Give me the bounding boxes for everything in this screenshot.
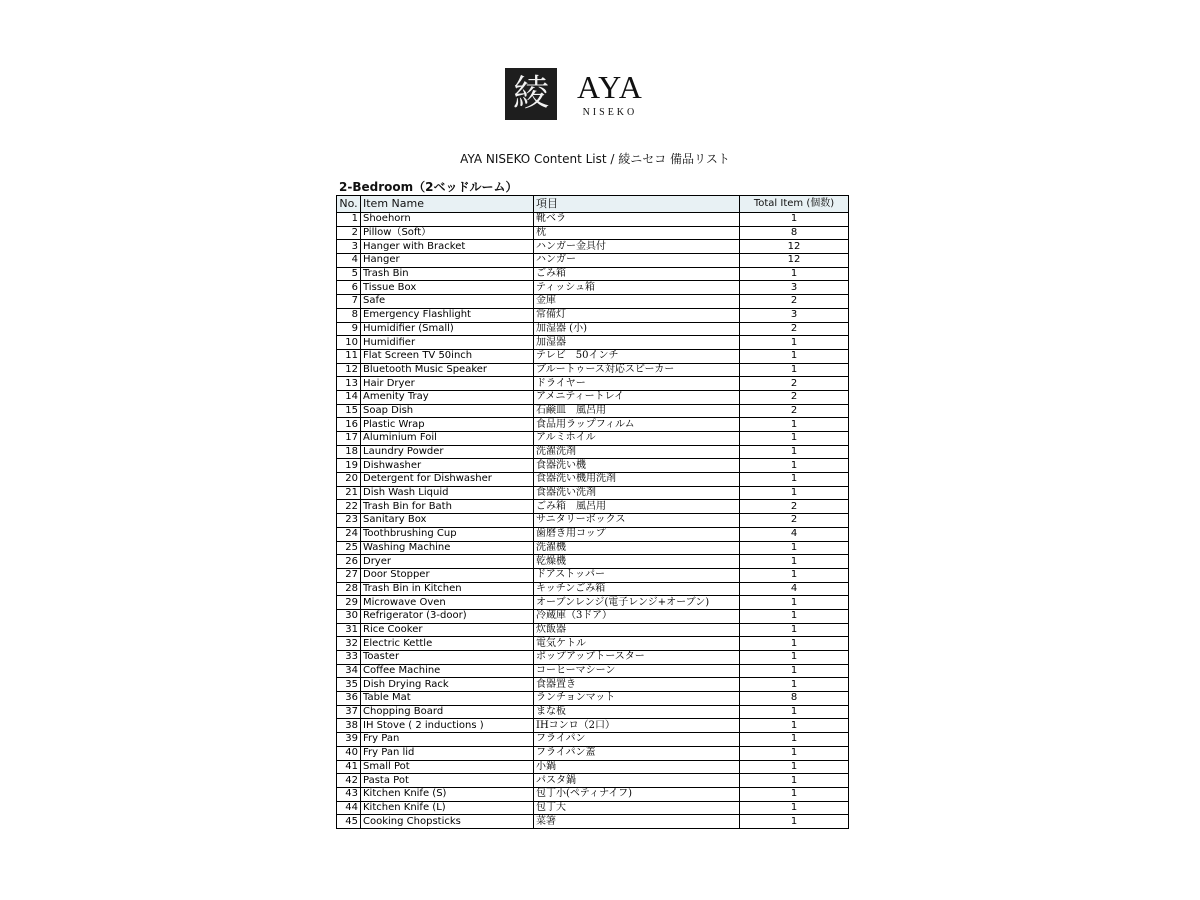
table-row — [337, 308, 849, 322]
row-number: 34 — [337, 664, 361, 678]
logo-subtitle: NISEKO — [582, 106, 638, 118]
row-total: 3 — [740, 308, 849, 322]
table-row — [337, 637, 849, 651]
row-item-name: Dryer — [361, 555, 534, 569]
row-item-name: Soap Dish — [361, 404, 534, 418]
row-total: 1 — [740, 801, 849, 815]
row-item-name: Kitchen Knife (L) — [361, 801, 534, 815]
row-item-japanese: 洗濯機 — [534, 541, 740, 555]
row-item-japanese: コーヒーマシーン — [534, 664, 740, 678]
row-item-name: Coffee Machine — [361, 664, 534, 678]
table-header-row — [337, 196, 849, 213]
row-item-name: Pasta Pot — [361, 774, 534, 788]
table-row — [337, 377, 849, 391]
row-item-japanese: 乾燥機 — [534, 555, 740, 569]
row-total: 1 — [740, 705, 849, 719]
row-number: 28 — [337, 582, 361, 596]
row-number: 30 — [337, 609, 361, 623]
row-total: 1 — [740, 568, 849, 582]
table-row — [337, 486, 849, 500]
header-total-item: Total Item (個数) — [740, 196, 849, 213]
row-item-japanese: まな板 — [534, 705, 740, 719]
row-total: 1 — [740, 596, 849, 610]
row-number: 40 — [337, 746, 361, 760]
row-total: 1 — [740, 678, 849, 692]
row-number: 43 — [337, 787, 361, 801]
table-row — [337, 473, 849, 487]
section-title: 2-Bedroom（2ベッドルーム） — [339, 180, 518, 194]
row-number: 10 — [337, 336, 361, 350]
table-row — [337, 363, 849, 377]
table-row — [337, 267, 849, 281]
table-row — [337, 692, 849, 706]
row-item-japanese: ごみ箱 風呂用 — [534, 500, 740, 514]
row-number: 37 — [337, 705, 361, 719]
row-total: 1 — [740, 486, 849, 500]
row-item-name: Detergent for Dishwasher — [361, 473, 534, 487]
content-list-table — [336, 195, 849, 829]
row-total: 2 — [740, 377, 849, 391]
row-number: 24 — [337, 527, 361, 541]
row-total: 1 — [740, 774, 849, 788]
table-row — [337, 582, 849, 596]
row-item-name: Small Pot — [361, 760, 534, 774]
row-number: 6 — [337, 281, 361, 295]
table-row — [337, 404, 849, 418]
row-item-name: Humidifier (Small) — [361, 322, 534, 336]
row-item-name: Rice Cooker — [361, 623, 534, 637]
row-item-name: Hair Dryer — [361, 377, 534, 391]
row-number: 17 — [337, 432, 361, 446]
row-item-name: Amenity Tray — [361, 390, 534, 404]
row-total: 4 — [740, 582, 849, 596]
row-item-japanese: パスタ鍋 — [534, 774, 740, 788]
table-row — [337, 787, 849, 801]
row-total: 2 — [740, 390, 849, 404]
table-row — [337, 623, 849, 637]
row-number: 45 — [337, 815, 361, 829]
row-total: 3 — [740, 281, 849, 295]
row-number: 22 — [337, 500, 361, 514]
logo-kanji-mark: 綾 — [505, 68, 557, 120]
row-item-japanese: ブルートゥース対応スピーカー — [534, 363, 740, 377]
row-item-japanese: 包丁小(ペティナイフ) — [534, 787, 740, 801]
table-row — [337, 719, 849, 733]
table-row — [337, 336, 849, 350]
row-item-name: Chopping Board — [361, 705, 534, 719]
row-item-name: Fry Pan lid — [361, 746, 534, 760]
row-item-name: Laundry Powder — [361, 445, 534, 459]
row-total: 12 — [740, 254, 849, 268]
row-item-name: Hanger with Bracket — [361, 240, 534, 254]
row-item-japanese: 包丁大 — [534, 801, 740, 815]
table-row — [337, 568, 849, 582]
row-total: 1 — [740, 213, 849, 227]
row-number: 11 — [337, 349, 361, 363]
row-total: 2 — [740, 404, 849, 418]
row-total: 1 — [740, 459, 849, 473]
row-item-japanese: ハンガー — [534, 254, 740, 268]
table-row — [337, 527, 849, 541]
row-item-name: Dishwasher — [361, 459, 534, 473]
row-number: 3 — [337, 240, 361, 254]
row-number: 2 — [337, 226, 361, 240]
row-number: 4 — [337, 254, 361, 268]
table-row — [337, 746, 849, 760]
row-number: 5 — [337, 267, 361, 281]
row-item-japanese: 歯磨き用コップ — [534, 527, 740, 541]
table-row — [337, 459, 849, 473]
table-row — [337, 678, 849, 692]
row-number: 18 — [337, 445, 361, 459]
row-number: 44 — [337, 801, 361, 815]
table-row — [337, 541, 849, 555]
row-total: 1 — [740, 733, 849, 747]
table-row — [337, 664, 849, 678]
row-item-name: Door Stopper — [361, 568, 534, 582]
row-total: 1 — [740, 651, 849, 665]
row-item-japanese: 加湿器 — [534, 336, 740, 350]
table-row — [337, 596, 849, 610]
row-total: 1 — [740, 445, 849, 459]
row-item-name: Table Mat — [361, 692, 534, 706]
table-row — [337, 445, 849, 459]
row-number: 26 — [337, 555, 361, 569]
row-item-name: Emergency Flashlight — [361, 308, 534, 322]
row-number: 38 — [337, 719, 361, 733]
table-row — [337, 500, 849, 514]
row-item-japanese: 靴ベラ — [534, 213, 740, 227]
row-total: 1 — [740, 815, 849, 829]
row-item-name: Aluminium Foil — [361, 432, 534, 446]
row-item-japanese: 金庫 — [534, 295, 740, 309]
row-item-name: Dish Wash Liquid — [361, 486, 534, 500]
table-row — [337, 733, 849, 747]
row-total: 1 — [740, 637, 849, 651]
row-total: 4 — [740, 527, 849, 541]
row-total: 2 — [740, 500, 849, 514]
row-item-japanese: 炊飯器 — [534, 623, 740, 637]
row-number: 21 — [337, 486, 361, 500]
row-total: 1 — [740, 336, 849, 350]
table-row — [337, 801, 849, 815]
row-item-name: Hanger — [361, 254, 534, 268]
row-item-name: Shoehorn — [361, 213, 534, 227]
table-row — [337, 555, 849, 569]
row-item-name: IH Stove ( 2 inductions ) — [361, 719, 534, 733]
row-item-name: Washing Machine — [361, 541, 534, 555]
logo — [505, 68, 643, 120]
header-no: No. — [337, 196, 361, 213]
row-number: 31 — [337, 623, 361, 637]
row-item-japanese: 食品用ラップフィルム — [534, 418, 740, 432]
row-item-name: Humidifier — [361, 336, 534, 350]
row-total: 1 — [740, 349, 849, 363]
row-item-japanese: フライパン蓋 — [534, 746, 740, 760]
row-item-japanese: 菜箸 — [534, 815, 740, 829]
row-item-japanese: IHコンロ（2口） — [534, 719, 740, 733]
table-row — [337, 705, 849, 719]
row-total: 1 — [740, 418, 849, 432]
row-number: 20 — [337, 473, 361, 487]
row-item-japanese: 電気ケトル — [534, 637, 740, 651]
row-number: 35 — [337, 678, 361, 692]
row-item-japanese: キッチンごみ箱 — [534, 582, 740, 596]
table-row — [337, 774, 849, 788]
row-item-japanese: フライパン — [534, 733, 740, 747]
row-item-name: Trash Bin in Kitchen — [361, 582, 534, 596]
row-item-name: Cooking Chopsticks — [361, 815, 534, 829]
row-item-name: Trash Bin — [361, 267, 534, 281]
logo-wordmark — [577, 68, 643, 118]
row-item-name: Safe — [361, 295, 534, 309]
row-total: 2 — [740, 295, 849, 309]
row-number: 41 — [337, 760, 361, 774]
row-item-name: Microwave Oven — [361, 596, 534, 610]
row-item-japanese: テレビ 50インチ — [534, 349, 740, 363]
row-item-japanese: 食器置き — [534, 678, 740, 692]
row-total: 8 — [740, 692, 849, 706]
row-total: 1 — [740, 664, 849, 678]
row-total: 1 — [740, 555, 849, 569]
row-number: 8 — [337, 308, 361, 322]
table-row — [337, 609, 849, 623]
table-row — [337, 418, 849, 432]
table-row — [337, 514, 849, 528]
row-number: 7 — [337, 295, 361, 309]
row-total: 1 — [740, 623, 849, 637]
row-number: 12 — [337, 363, 361, 377]
row-item-name: Flat Screen TV 50inch — [361, 349, 534, 363]
table-row — [337, 390, 849, 404]
row-item-name: Toaster — [361, 651, 534, 665]
row-number: 39 — [337, 733, 361, 747]
row-total: 1 — [740, 787, 849, 801]
row-item-japanese: ハンガー金具付 — [534, 240, 740, 254]
row-item-japanese: アルミホイル — [534, 432, 740, 446]
row-item-name: Refrigerator (3-door) — [361, 609, 534, 623]
row-item-japanese: 食器洗い機用洗剤 — [534, 473, 740, 487]
row-number: 19 — [337, 459, 361, 473]
table-row — [337, 295, 849, 309]
row-item-japanese: 食器洗い機 — [534, 459, 740, 473]
row-item-name: Bluetooth Music Speaker — [361, 363, 534, 377]
row-number: 1 — [337, 213, 361, 227]
row-item-name: Pillow（Soft） — [361, 226, 534, 240]
row-item-japanese: ポップアップトースター — [534, 651, 740, 665]
row-total: 12 — [740, 240, 849, 254]
row-item-name: Fry Pan — [361, 733, 534, 747]
row-item-japanese: 石鹸皿 風呂用 — [534, 404, 740, 418]
row-item-name: Plastic Wrap — [361, 418, 534, 432]
row-number: 14 — [337, 390, 361, 404]
table-row — [337, 281, 849, 295]
row-item-japanese: ごみ箱 — [534, 267, 740, 281]
row-number: 23 — [337, 514, 361, 528]
row-item-japanese: ティッシュ箱 — [534, 281, 740, 295]
row-item-japanese: 冷蔵庫（3ドア） — [534, 609, 740, 623]
row-total: 1 — [740, 609, 849, 623]
row-total: 1 — [740, 363, 849, 377]
row-item-japanese: オーブンレンジ(電子レンジ+オーブン) — [534, 596, 740, 610]
table-row — [337, 254, 849, 268]
row-number: 13 — [337, 377, 361, 391]
document-title: AYA NISEKO Content List / 綾ニセコ 備品リスト — [460, 152, 730, 166]
row-total: 1 — [740, 473, 849, 487]
logo-name: AYA — [577, 68, 643, 105]
row-number: 16 — [337, 418, 361, 432]
table-row — [337, 651, 849, 665]
row-number: 29 — [337, 596, 361, 610]
row-total: 2 — [740, 514, 849, 528]
row-total: 1 — [740, 541, 849, 555]
row-number: 42 — [337, 774, 361, 788]
row-item-name: Sanitary Box — [361, 514, 534, 528]
row-item-japanese: 洗濯洗剤 — [534, 445, 740, 459]
row-number: 15 — [337, 404, 361, 418]
row-total: 1 — [740, 432, 849, 446]
row-total: 2 — [740, 322, 849, 336]
row-item-japanese: 枕 — [534, 226, 740, 240]
row-total: 8 — [740, 226, 849, 240]
row-item-name: Kitchen Knife (S) — [361, 787, 534, 801]
row-item-japanese: 加湿器 (小) — [534, 322, 740, 336]
row-item-name: Dish Drying Rack — [361, 678, 534, 692]
row-number: 9 — [337, 322, 361, 336]
table-row — [337, 240, 849, 254]
row-total: 1 — [740, 760, 849, 774]
row-item-name: Trash Bin for Bath — [361, 500, 534, 514]
row-item-japanese: 常備灯 — [534, 308, 740, 322]
row-item-japanese: 小鍋 — [534, 760, 740, 774]
table-row — [337, 815, 849, 829]
table-row — [337, 226, 849, 240]
row-item-japanese: ランチョンマット — [534, 692, 740, 706]
row-item-name: Toothbrushing Cup — [361, 527, 534, 541]
row-item-japanese: サニタリーボックス — [534, 514, 740, 528]
row-number: 25 — [337, 541, 361, 555]
row-total: 1 — [740, 267, 849, 281]
table-row — [337, 349, 849, 363]
row-item-name: Electric Kettle — [361, 637, 534, 651]
row-item-japanese: 食器洗い洗剤 — [534, 486, 740, 500]
row-number: 27 — [337, 568, 361, 582]
row-item-japanese: ドライヤー — [534, 377, 740, 391]
row-item-japanese: ドアストッパー — [534, 568, 740, 582]
header-item-name: Item Name — [361, 196, 534, 213]
row-item-japanese: アメニティートレイ — [534, 390, 740, 404]
row-number: 36 — [337, 692, 361, 706]
row-number: 32 — [337, 637, 361, 651]
row-item-name: Tissue Box — [361, 281, 534, 295]
row-total: 1 — [740, 719, 849, 733]
row-number: 33 — [337, 651, 361, 665]
table-row — [337, 322, 849, 336]
table-row — [337, 432, 849, 446]
table-row — [337, 213, 849, 227]
row-total: 1 — [740, 746, 849, 760]
table-row — [337, 760, 849, 774]
header-item-japanese: 項目 — [534, 196, 740, 213]
